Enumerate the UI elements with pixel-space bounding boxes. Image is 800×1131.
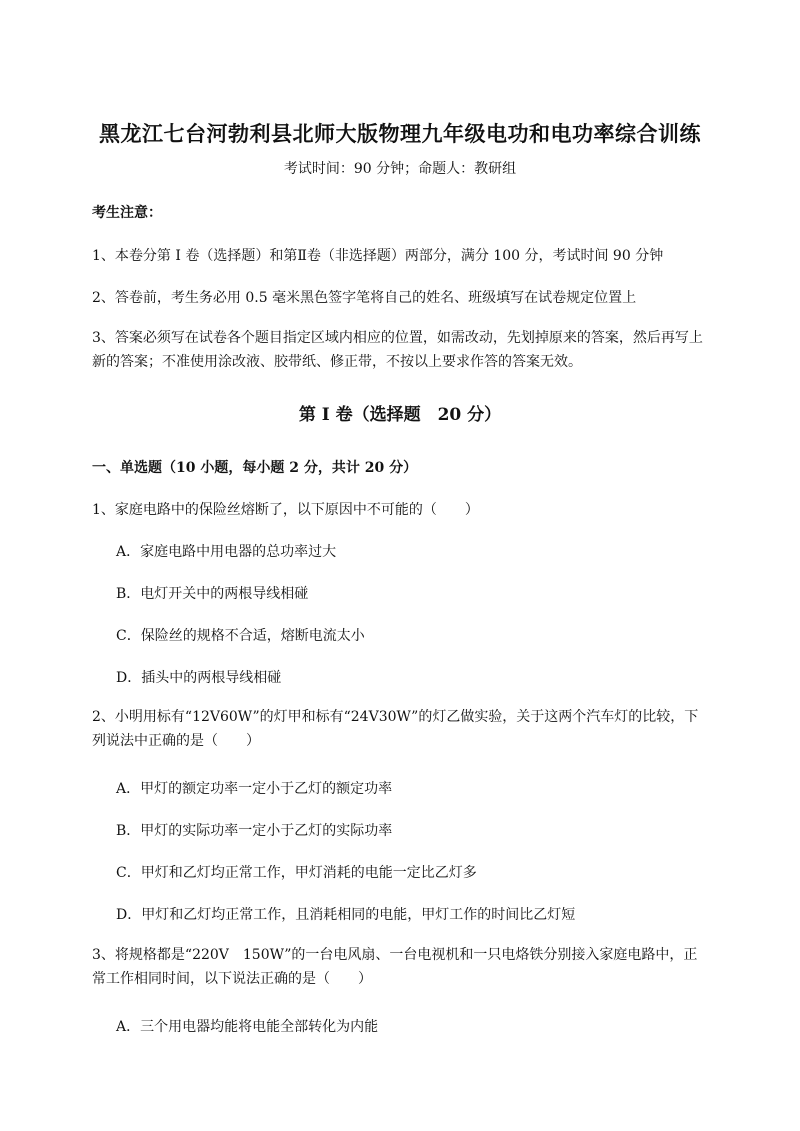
question-option: C．甲灯和乙灯均正常工作，甲灯消耗的电能一定比乙灯多 [116,865,477,881]
question-option: A．甲灯的额定功率一定小于乙灯的额定功率 [116,781,393,797]
exam-title: 黑龙江七台河勃利县北师大版物理九年级电功和电功率综合训练 [99,121,701,146]
question-option: B．甲灯的实际功率一定小于乙灯的实际功率 [116,823,393,839]
part-heading: 一、单选题（10 小题，每小题 2 分，共计 20 分） [92,460,418,476]
question-option: B．电灯开关中的两根导线相碰 [116,586,309,602]
notice-item: 3、答案必须写在试卷各个题目指定区域内相应的位置，如需改动，先划掉原来的答案，然后再写上新的答案；不准使用涂改液、胶带纸、修正带，不按以上要求作答的答案无效。 [92,330,703,370]
notice-item: 2、答卷前，考生务必用 0.5 毫米黑色签字笔将自己的姓名、班级填写在试卷规定位置上 [92,290,637,306]
question-option: C．保险丝的规格不合适，熔断电流太小 [116,628,365,644]
exam-subtitle: 考试时间：90 分钟；命题人：教研组 [283,161,517,177]
question-option: D．甲灯和乙灯均正常工作，且消耗相同的电能，甲灯工作的时间比乙灯短 [116,907,576,923]
question-option: A．三个用电器均能将电能全部转化为内能 [116,1019,379,1035]
section-title: 第 I 卷（选择题 20 分） [298,405,502,425]
question-stem: 2、小明用标有“12V60W”的灯甲和标有“24V30W”的灯乙做实验，关于这两个汽车灯的比较，下列说法中正确的是（ ） [92,709,699,749]
notice-item: 1、本卷分第 I 卷（选择题）和第Ⅱ卷（非选择题）两部分，满分 100 分，考试时间 90 分钟 [92,248,664,264]
question-option: A．家庭电路中用电器的总功率过大 [116,544,337,560]
notice-heading: 考生注意： [92,205,162,221]
question-stem: 3、将规格都是“220V 150W”的一台电风扇、一台电视机和一只电烙铁分别接入家庭电路中，正常工作相同时间，以下说法正确的是（ ） [92,947,698,987]
question-option: D．插头中的两根导线相碰 [116,670,282,686]
question-stem: 1、家庭电路中的保险丝熔断了，以下原因中不可能的（ ） [92,502,479,518]
